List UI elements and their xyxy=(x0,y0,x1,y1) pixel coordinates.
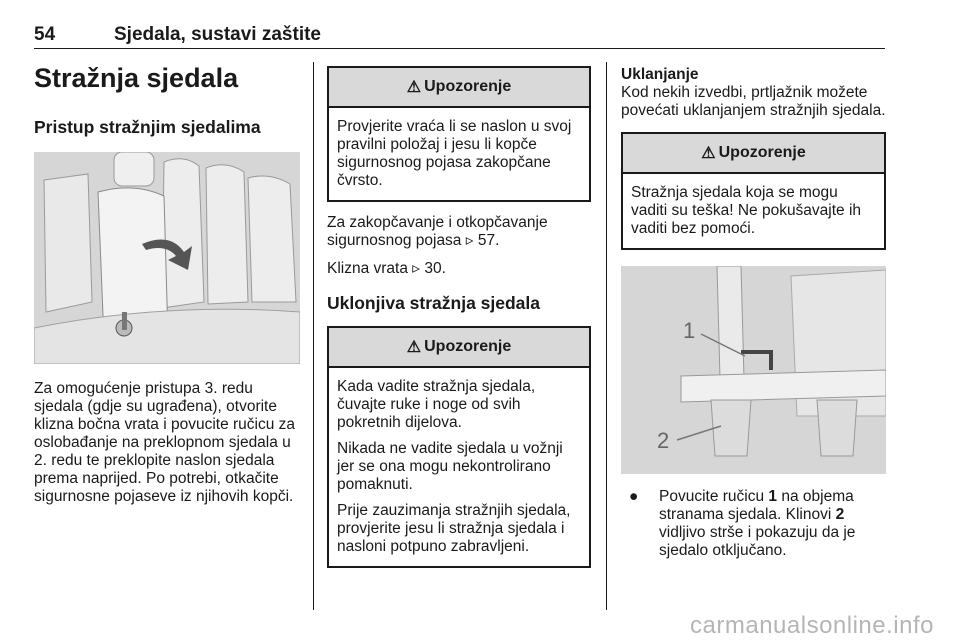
rear-seats-illustration xyxy=(34,152,300,364)
warning-title: Upozorenje xyxy=(718,144,806,161)
warning-title: Upozorenje xyxy=(424,338,512,355)
warning-header xyxy=(329,68,589,108)
page-number: 54 xyxy=(34,24,56,45)
access-paragraph: Za omogućenje pristupa 3. redu sjedala (gdje su ugrađena), otvorite klizna bočna vrata i povucite ručicu za oslobađanje na preklopnom sjedala u 2. redu te preklopite naslon sjedala prema naprijed. Po potrebi, otkačite sigurnosne pojaseve iz njihovih kopči. xyxy=(34,380,296,505)
warning-text-3: Prije zauzimanja stražnjih sjedala, provjerite jesu li stražnja sjedala i nasloni potpuno zabravljeni. xyxy=(337,502,571,555)
page-ref-icon: ▹ xyxy=(412,260,421,277)
subheading-removal: Uklanjanje xyxy=(621,66,699,83)
instruction-bullet xyxy=(621,488,886,560)
page-header xyxy=(34,22,885,49)
subheading-access: Pristup stražnjim sjedalima xyxy=(34,117,261,137)
warning-text: Provjerite vraća li se naslon u svoj pravilni položaj i jesu li kopče sigurnosnog pojasa zakopčane čvrsto. xyxy=(337,118,572,189)
page-ref-icon: ▹ xyxy=(465,232,474,249)
warning-box-belt xyxy=(327,66,591,202)
warning-header xyxy=(623,134,884,174)
column-middle xyxy=(327,62,591,568)
warning-triangle-icon: ⚠ xyxy=(406,79,422,96)
subheading-removable: Uklonjiva stražnja sjedala xyxy=(327,293,541,313)
section-title: Sjedala, sustavi zaštite xyxy=(114,24,321,45)
warning-box-removal xyxy=(327,326,591,568)
belt-reference-link[interactable]: 57. xyxy=(477,232,500,249)
seat-lock-illustration xyxy=(621,266,886,474)
warning-box-heavy xyxy=(621,132,886,250)
warning-text: Stražnja sjedala koja se mogu vaditi su teška! Ne pokušavajte ih vaditi bez pomoći. xyxy=(631,184,862,237)
seats-drawing xyxy=(34,152,300,364)
column-divider xyxy=(313,62,314,610)
warning-triangle-icon: ⚠ xyxy=(406,339,422,356)
warning-text-2: Nikada ne vadite sjedala u vožnji jer se ona mogu nekontrolirano pomaknuti. xyxy=(337,440,563,493)
main-heading: Stražnja sjedala xyxy=(34,63,239,93)
belt-reference xyxy=(327,214,591,250)
column-right xyxy=(621,62,886,560)
warning-title: Upozorenje xyxy=(424,78,512,95)
removal-paragraph: Kod nekih izvedbi, prtljažnik možete povećati uklanjanjem stražnjih sjedala. xyxy=(621,84,886,119)
door-reference xyxy=(327,260,591,278)
figure-label-2: 2 xyxy=(657,428,670,453)
column-divider xyxy=(606,62,607,610)
warning-header xyxy=(329,328,589,368)
bullet-dot-icon: ● xyxy=(629,488,639,505)
door-reference-link[interactable]: 30. xyxy=(424,260,446,277)
door-reference-text: Klizna vrata xyxy=(327,260,413,277)
instruction-text: Povucite ručicu 1 na objema stranama sjedala. Klinovi 2 vidljivo strše i pokazuju da je sjedalo otključano. xyxy=(659,488,856,559)
warning-triangle-icon: ⚠ xyxy=(701,145,716,162)
watermark: carmanualsonline.info xyxy=(690,612,934,639)
figure-label-1: 1 xyxy=(683,318,696,343)
warning-text-1: Kada vadite stražnja sjedala, čuvajte ruke i noge od svih pokretnih dijelova. xyxy=(337,378,536,431)
lock-drawing xyxy=(621,266,886,474)
belt-reference-text: Za zakopčavanje i otkopčavanje sigurnosnog pojasa xyxy=(327,214,548,249)
column-left xyxy=(34,62,300,506)
